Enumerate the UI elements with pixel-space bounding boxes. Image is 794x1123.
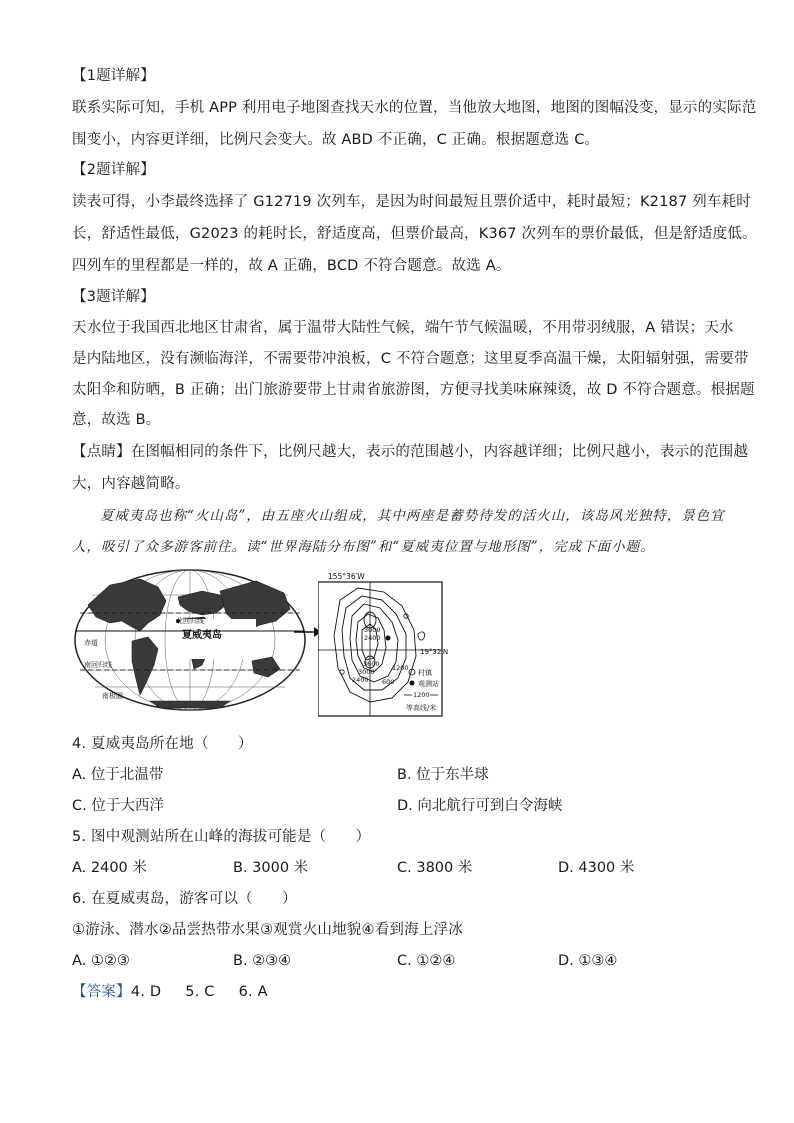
world-south-tropic-label: 南回归线 bbox=[84, 661, 112, 669]
terrain-latitude-label: 19°32′N bbox=[420, 648, 448, 656]
q5-option-d[interactable]: D. 4300 米 bbox=[558, 860, 635, 876]
world-island-label: 夏威夷岛 bbox=[182, 630, 222, 641]
question-6-stem: 6. 在夏威夷岛，游客可以（ ） bbox=[72, 891, 297, 907]
q4-option-b[interactable]: B. 位于东半球 bbox=[397, 767, 489, 783]
contour-label-3000-south: 3000 bbox=[358, 668, 375, 676]
answer-4: 4. D bbox=[130, 984, 162, 1000]
answer-tag: 【答案】 bbox=[72, 984, 131, 1000]
legend-contour-value: 1200 bbox=[413, 691, 430, 699]
world-map-figure bbox=[70, 565, 310, 715]
q4-option-c[interactable]: C. 位于大西洋 bbox=[72, 798, 164, 814]
q3-heading: 【3题详解】 bbox=[72, 289, 155, 305]
tip-line-2: 大，内容越简略。 bbox=[72, 476, 190, 492]
tip-line-1: 【点睛】在图幅相同的条件下，比例尺越大，表示的范围越小，内容越详细；比例尺越小，表示的范围越 bbox=[72, 444, 749, 460]
intro-line-1: 夏威夷岛也称“火山岛”，由五座火山组成，其中两座是蓄势待发的活火山，该岛风光独特，景色宜 bbox=[100, 508, 725, 524]
answer-line bbox=[72, 982, 268, 1002]
question-4-stem: 4. 夏威夷岛所在地（ ） bbox=[72, 736, 253, 752]
q1-text-line-1: 联系实际可知，手机 APP 利用电子地图查找天水的位置，当他放大地图，地图的图幅没变，显示的实际范 bbox=[72, 100, 757, 116]
contour-label-1200: 1200 bbox=[392, 664, 409, 672]
q6-option-d[interactable]: D. ①③④ bbox=[558, 953, 618, 969]
q1-heading: 【1题详解】 bbox=[72, 68, 155, 84]
q2-text-line-1: 读表可得，小李最终选择了 G12719 次列车，是因为时间最短且票价适中，耗时最短；K2187 列车耗时 bbox=[72, 194, 751, 210]
q6-option-b[interactable]: B. ②③④ bbox=[233, 953, 292, 969]
q2-heading: 【2题详解】 bbox=[72, 162, 155, 178]
legend-contour-unit: 等高线/米 bbox=[406, 704, 437, 712]
q3-text-line-1: 天水位于我国西北地区甘肃省，属于温带大陆性气候，端午节气候温暖，不用带羽绒服，A 错误；天水 bbox=[72, 320, 734, 336]
q3-text-line-4: 意，故选 B。 bbox=[72, 412, 161, 428]
answer-5: 5. C bbox=[185, 984, 215, 1000]
q3-text-line-2: 是内陆地区，没有濒临海洋，不需要带冲浪板，C 不符合题意；这里夏季高温干燥，太阳辐射强，需要带 bbox=[72, 351, 749, 367]
q2-text-line-3: 四列车的里程都是一样的，故 A 正确，BCD 不符合题意。故选 A。 bbox=[72, 258, 511, 274]
contour-label-2400-south: 2400 bbox=[352, 676, 369, 684]
q4-option-d[interactable]: D. 向北航行可到白令海峡 bbox=[397, 798, 563, 814]
antarctica-shape bbox=[150, 701, 230, 708]
question-6-items: ①游泳、潜水②品尝热带水果③观赏火山地貌④看到海上浮冰 bbox=[72, 922, 463, 938]
legend-station-label: 观测站 bbox=[418, 680, 439, 688]
q6-option-a[interactable]: A. ①②③ bbox=[72, 953, 130, 969]
answer-6: 6. A bbox=[238, 984, 268, 1000]
contour-label-3000-north: 3000 bbox=[364, 626, 381, 634]
q5-option-c[interactable]: C. 3800 米 bbox=[397, 860, 473, 876]
contour-label-2400-north: 2400 bbox=[364, 634, 381, 642]
q4-option-a[interactable]: A. 位于北温带 bbox=[72, 767, 164, 783]
world-antarctic-label: 南极圈 bbox=[102, 692, 123, 700]
question-5-stem: 5. 图中观测站所在山峰的海拔可能是（ ） bbox=[72, 829, 371, 845]
hawaii-terrain-figure bbox=[318, 570, 448, 720]
q5-option-b[interactable]: B. 3000 米 bbox=[233, 860, 309, 876]
terrain-longitude-label: 155°36′W bbox=[328, 572, 365, 581]
contour-label-600: 600 bbox=[382, 678, 395, 686]
q3-text-line-3: 太阳伞和防晒，B 正确；出门旅游要带上甘肃省旅游图，方便寻找美味麻辣烫，故 D 不符合题意。根据题 bbox=[72, 382, 755, 398]
world-equator-label: 赤道 bbox=[84, 639, 98, 647]
legend-station-symbol bbox=[410, 681, 415, 686]
legend-town-label: 村镇 bbox=[418, 669, 432, 677]
q5-option-a[interactable]: A. 2400 米 bbox=[72, 860, 147, 876]
world-tropic-label: 北回归线 bbox=[176, 617, 204, 625]
intro-line-2: 人，吸引了众多游客前往。读“世界海陆分布图”和“夏威夷位置与地形图”，完成下面小题。 bbox=[72, 539, 655, 555]
observation-station-marker bbox=[386, 636, 391, 641]
q1-text-line-2: 围变小，内容更详细，比例尺会变大。故 ABD 不正确，C 正确。根据题意选 C。 bbox=[72, 132, 600, 148]
q2-text-line-2: 长，舒适性最低，G2023 的耗时长，舒适度高，但票价最高，K367 次列车的票价最低，但是舒适度低。 bbox=[72, 226, 757, 242]
contour-label-3600: 3600 bbox=[363, 660, 380, 668]
q6-option-c[interactable]: C. ①②④ bbox=[397, 953, 456, 969]
